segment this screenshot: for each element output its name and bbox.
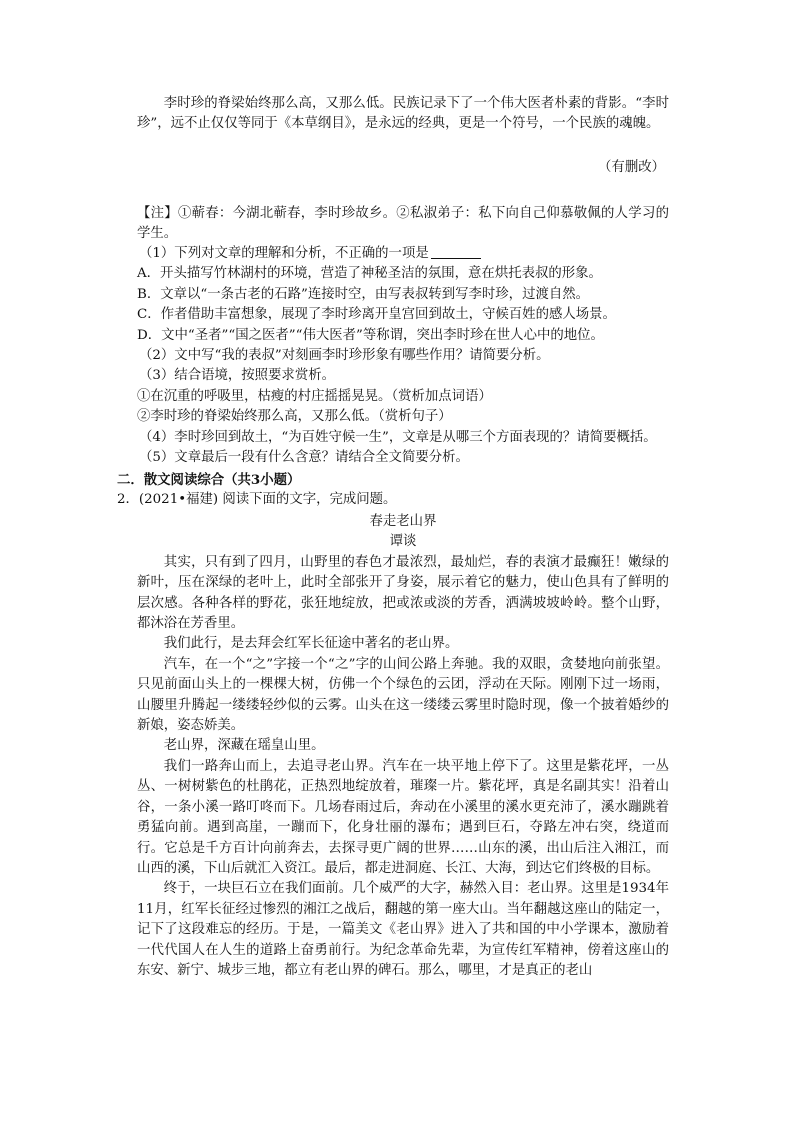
question-1-text: （1）下列对文章的理解和分析，不正确的一项是 (139, 246, 429, 261)
source-text: （有删改） (598, 160, 665, 175)
option-d: D．文中“圣者”“国之医者”“伟大医者”等称谓，突出李时珍在世人心中的地位。 (137, 327, 604, 343)
article-paragraph-5: 我们一路奔山而上，去追寻老山界。汽车在一块平地上停下了。这里是紫花坪，一丛丛、一树树紫色的杜鹃花，正热烈地绽放着，璀璨一片。紫花坪，真是名副其实！沿着山谷，一条小溪一路叮咚而下。几场春雨过后，奔动在小溪里的溪水更充沛了，溪水蹦跳着勇猛向前。遇到高崖，一蹦而下，化身壮丽的瀑布；遇到巨石，夺路左冲右突，绕道而行。它总是千方百计向前奔去，去探寻更广阔的世界……山东的溪，出山后注入湘江，而山西的溪，下山后就汇入资江。最后，都走进洞庭、长江、大海，到达它们终极的目标。 (137, 758, 669, 876)
article (137, 512, 669, 981)
question-3-item-1: ①在沉重的呼吸里，枯瘦的村庄摇摇晃晃。（赏析加点词语） (137, 388, 492, 404)
question-list (137, 244, 669, 468)
question-5: （5）文章最后一段有什么含意？请结合全文简要分析。 (139, 450, 469, 466)
annotation (137, 204, 669, 245)
option-a: A．开头描写竹林湖村的环境，营造了神秘圣洁的氛围，意在烘托表叔的形象。 (137, 266, 602, 282)
article-author: 谭谈 (389, 534, 417, 550)
question-3: （3）结合语境，按照要求赏析。 (139, 368, 335, 384)
question-3-item-2: ②李时珍的脊梁始终那么高，又那么低。（赏析句子） (137, 409, 452, 425)
article-paragraph-1: 其实，只有到了四月，山野里的春色才最浓烈，最灿烂，春的表演才最癫狂！嫩绿的新叶，压在深绿的老叶上，此时全部张开了身姿，展示着它的魅力，使山色具有了鲜明的层次感。各种各样的野花，张狂地绽放，把或浓或淡的芳香，洒满坡坡岭岭。整个山野，都沐浴在芳香里。 (137, 554, 669, 632)
option-b: B．文章以“一条古老的石路”连接时空，由写表叔转到写李时珍，过渡自然。 (137, 286, 590, 302)
option-c: C．作者借助丰富想象，展现了李时珍离开皇宫回到故土，守候百姓的感人场景。 (137, 307, 616, 323)
question-2: （2）文中写“我的表叔”对刻画李时珍形象有哪些作用？请简要分析。 (139, 348, 550, 364)
annotation-text: 【注】①蕲春：今湖北蕲春，李时珍故乡。②私淑弟子：私下向自己仰慕敬佩的人学习的学生。 (137, 206, 669, 242)
item-intro: 2．(2021•福建) 阅读下面的文字，完成问题。 (117, 492, 397, 508)
article-paragraph-4: 老山界，深藏在瑶皇山里。 (163, 738, 325, 754)
question-4: （4）李时珍回到故土，“为百姓守候一生”，文章是从哪三个方面表现的？请简要概括。 (139, 429, 657, 445)
section-header (117, 470, 677, 511)
article-paragraph-3: 汽车，在一个“之”字接一个“之”字的山间公路上奔驰。我的双眼，贪婪地向前张望。只见前面山头上的一棵棵大树，仿佛一个个绿色的云团，浮动在天际。刚刚下过一场雨，山腰里升腾起一缕缕轻纱似的云雾。山头在这一缕缕云雾里时隐时现，像一个披着婚纱的新娘，姿态娇美。 (137, 656, 669, 734)
article-paragraph-6: 终于，一块巨石立在我们面前。几个威严的大字，赫然入目：老山界。这里是1934年11月，红军长征经过惨烈的湘江之战后，翻越的第一座大山。当年翻越这座山的陆定一，记下了这段难忘的经历。于是，一篇美文《老山界》进入了共和国的中小学课本，激励着一代代国人在人生的道路上奋勇前行。为纪念革命先辈，为宣传红军精神，傍着这座山的东安、新宁、城步三地，都立有老山界的碑石。那么，哪里，才是真正的老山 (137, 881, 669, 978)
question-1 (137, 244, 669, 264)
closing-passage (137, 94, 669, 135)
article-paragraph-2: 我们此行，是去拜会红军长征途中著名的老山界。 (163, 636, 459, 652)
article-title: 春走老山界 (369, 514, 437, 529)
answer-blank (431, 244, 481, 259)
closing-paragraph: 李时珍的脊梁始终那么高，又那么低。民族记录下了一个伟大医者朴素的背影。“李时珍”，远不止仅仅等同于《本草纲目》，是永远的经典，更是一个符号，一个民族的魂魄。 (137, 96, 669, 132)
source-note (137, 158, 669, 178)
section-heading: 二．散文阅读综合（共3小题） (117, 472, 301, 488)
